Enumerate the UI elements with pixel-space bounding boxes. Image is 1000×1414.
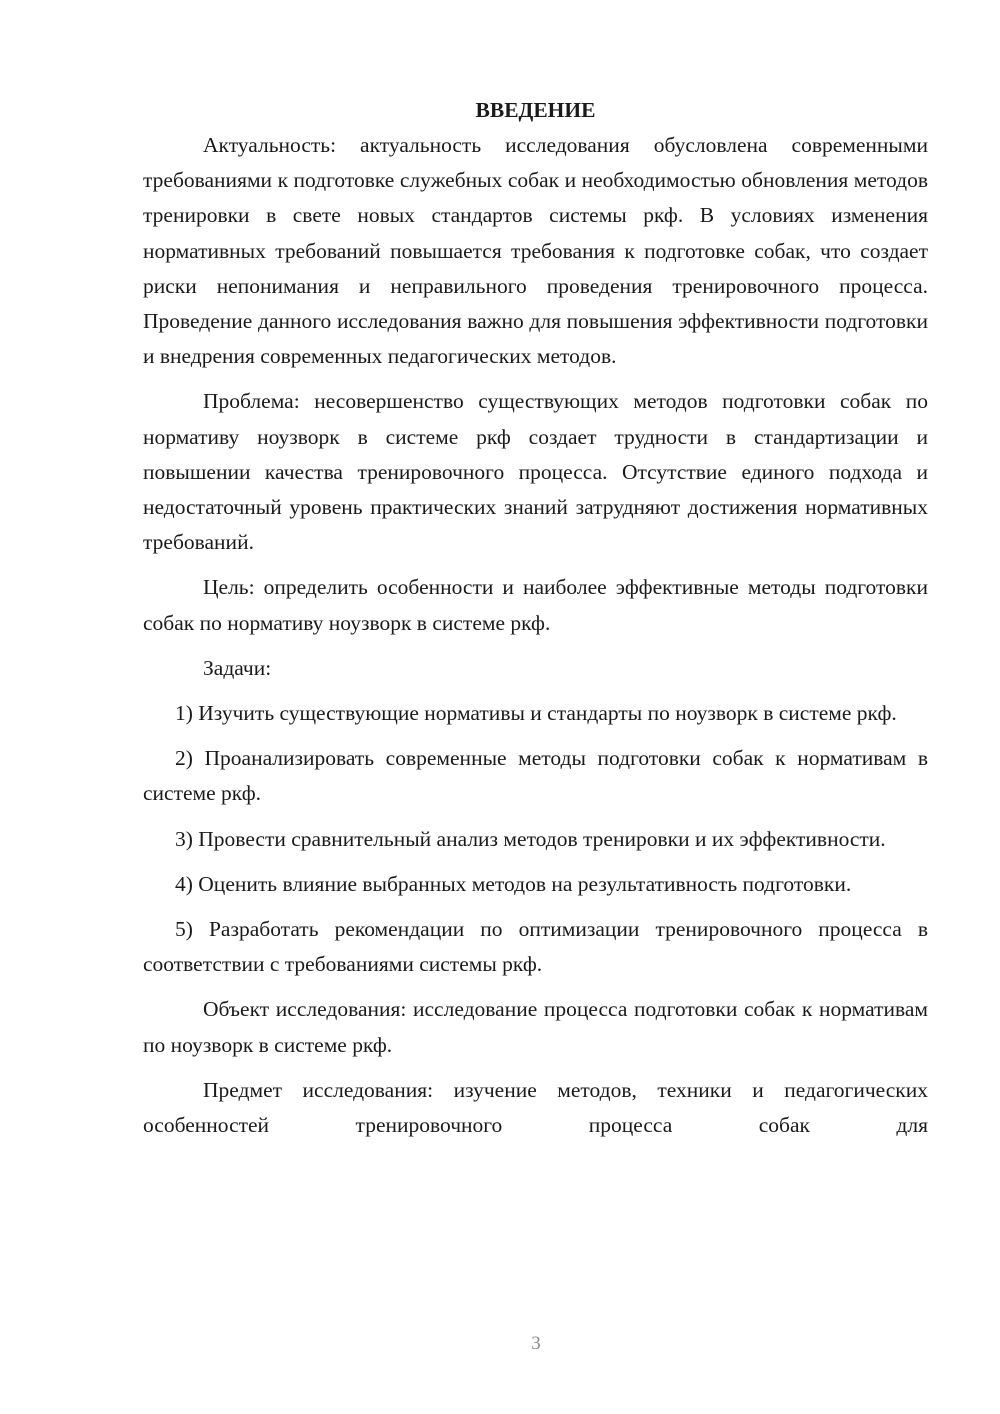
tasks-heading: Задачи: — [203, 655, 272, 680]
object-paragraph: Объект исследования: исследование процесса подготовки собак к нормативам по ноузворк в системе ркф. — [143, 997, 928, 1057]
task-item-1: 1) Изучить существующие нормативы и стандарты по ноузворк в системе ркф. — [175, 701, 897, 726]
subject-paragraph: Предмет исследования: изучение методов, техники и педагогических особенностей тренировочного процесса собак для — [143, 1077, 928, 1138]
goal-paragraph: Цель: определить особенности и наиболее эффективные методы подготовки собак по нормативу ноузворк в системе ркф. — [143, 575, 928, 635]
task-item-2: 2) Проанализировать современные методы подготовки собак к нормативам в системе ркф. — [143, 746, 928, 806]
task-item-3: 3) Провести сравнительный анализ методов тренировки и их эффективности. — [175, 826, 886, 851]
problem-paragraph: Проблема: несовершенство существующих методов подготовки собак по нормативу ноузворк в системе ркф создает трудности в стандартизации и повышении качества тренировочного процесса. Отсутствие единого подхода и недостаточный уровень практических знаний затрудняют достижения нормативных требований. — [143, 389, 928, 555]
section-title: ВВЕДЕНИЕ — [475, 98, 596, 122]
task-item-5: 5) Разработать рекомендации по оптимизации тренировочного процесса в соответствии с требованиями системы ркф. — [143, 917, 928, 977]
page-number: 3 — [531, 1333, 541, 1354]
relevance-paragraph: Актуальность: актуальность исследования обусловлена современными требованиями к подготовке служебных собак и необходимостью обновления методов тренировки в свете новых стандартов системы ркф. В условиях изменения нормативных требований повышается требования к подготовке собак, что создает риски непонимания и неправильного проведения тренировочного процесса. Проведение данного исследования важно для повышения эффективности подготовки и внедрения современных педагогических методов. — [143, 133, 928, 369]
page-content — [143, 92, 928, 1178]
task-item-4: 4) Оценить влияние выбранных методов на результативность подготовки. — [175, 871, 852, 896]
